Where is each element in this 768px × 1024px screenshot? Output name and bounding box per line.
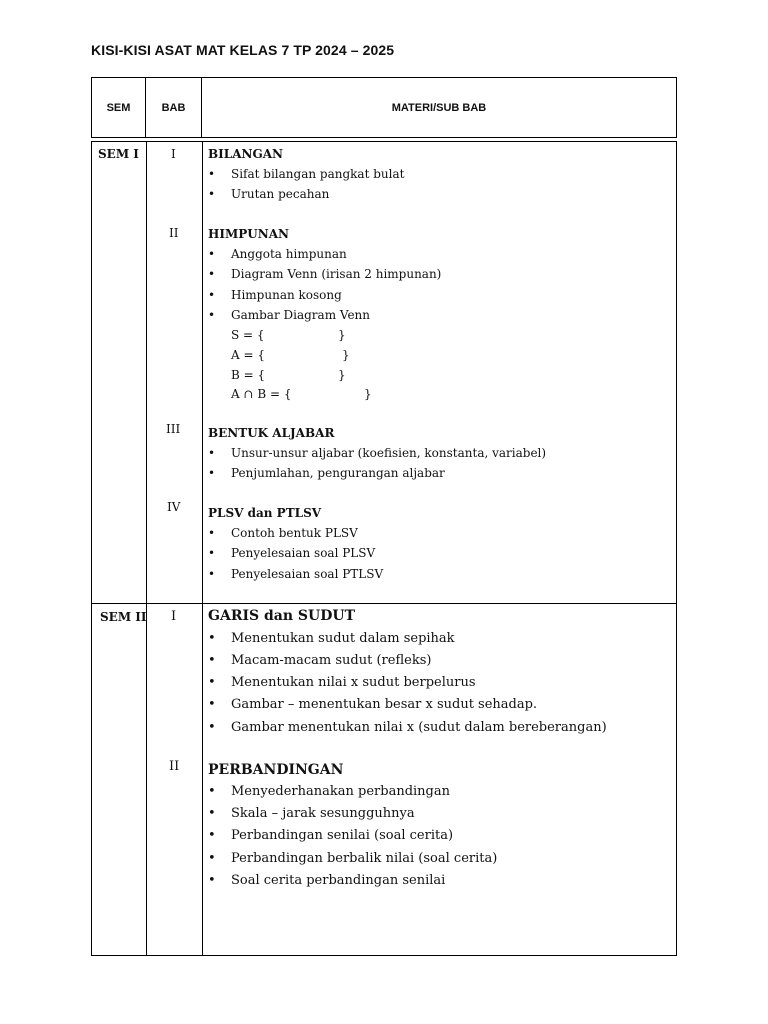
list-item: • Penyelesaian soal PLSV [231, 546, 375, 560]
list-item: • Gambar menentukan nilai x (sudut dalam bereberangan) [231, 720, 607, 735]
list-item: • Perbandingan berbalik nilai (soal cerita) [231, 851, 497, 866]
set-s-label: S = { [231, 328, 265, 342]
list-item: • Himpunan kosong [231, 288, 342, 302]
set-b-label: B = { [231, 368, 266, 382]
bab-3: III [166, 422, 181, 436]
bab-1: I [171, 147, 176, 161]
list-item: • Gambar Diagram Venn [231, 308, 370, 322]
heading-himpunan: HIMPUNAN [208, 227, 289, 241]
list-item: • Penjumlahan, pengurangan aljabar [231, 466, 445, 480]
list-item: • Unsur-unsur aljabar (koefisien, konstanta, variabel) [231, 446, 546, 460]
page-title: KISI-KISI ASAT MAT KELAS 7 TP 2024 – 2025 [91, 42, 395, 58]
header-materi: MATERI/SUB BAB [391, 101, 487, 114]
bab-4: IV [167, 500, 181, 514]
list-item: • Soal cerita perbandingan senilai [231, 873, 445, 888]
table-header [91, 77, 677, 138]
list-item: • Urutan pecahan [231, 187, 329, 201]
heading-plsv: PLSV dan PTLSV [208, 506, 322, 520]
bab-2: II [169, 759, 180, 774]
set-ab-close: } [364, 387, 372, 401]
bab-1: I [171, 609, 177, 624]
semester-1-label: SEM I [98, 147, 139, 161]
bab-2: II [169, 226, 179, 240]
list-item: • Diagram Venn (irisan 2 himpunan) [231, 267, 441, 281]
list-item: • Menentukan nilai x sudut berpelurus [231, 675, 476, 690]
heading-perbandingan: PERBANDINGAN [208, 762, 344, 778]
content-table [91, 141, 677, 956]
header-sem: SEM [92, 78, 146, 137]
header-bab: BAB [146, 78, 202, 137]
set-s-close: } [338, 328, 346, 342]
list-item: • Menyederhanakan perbandingan [231, 784, 450, 799]
column-divider-bab [202, 142, 203, 955]
heading-aljabar: BENTUK ALJABAR [208, 426, 335, 440]
set-ab-label: A ∩ B = { [231, 387, 292, 401]
list-item: • Sifat bilangan pangkat bulat [231, 167, 404, 181]
set-a-label: A = { [231, 348, 265, 362]
semester-2-label: SEM II [100, 610, 147, 624]
heading-garis-sudut: GARIS dan SUDUT [208, 608, 355, 624]
row-divider [92, 603, 676, 604]
set-a-close: } [342, 348, 350, 362]
set-b-close: } [338, 368, 346, 382]
list-item: • Macam-macam sudut (refleks) [231, 653, 431, 668]
list-item: • Perbandingan senilai (soal cerita) [231, 828, 453, 843]
list-item: • Penyelesaian soal PTLSV [231, 567, 383, 581]
list-item: • Gambar – menentukan besar x sudut sehadap. [231, 697, 537, 712]
list-item: • Contoh bentuk PLSV [231, 526, 358, 540]
list-item: • Anggota himpunan [231, 247, 347, 261]
column-divider-sem [146, 142, 147, 955]
heading-bilangan: BILANGAN [208, 147, 283, 161]
list-item: • Menentukan sudut dalam sepihak [231, 631, 455, 646]
list-item: • Skala – jarak sesungguhnya [231, 806, 415, 821]
